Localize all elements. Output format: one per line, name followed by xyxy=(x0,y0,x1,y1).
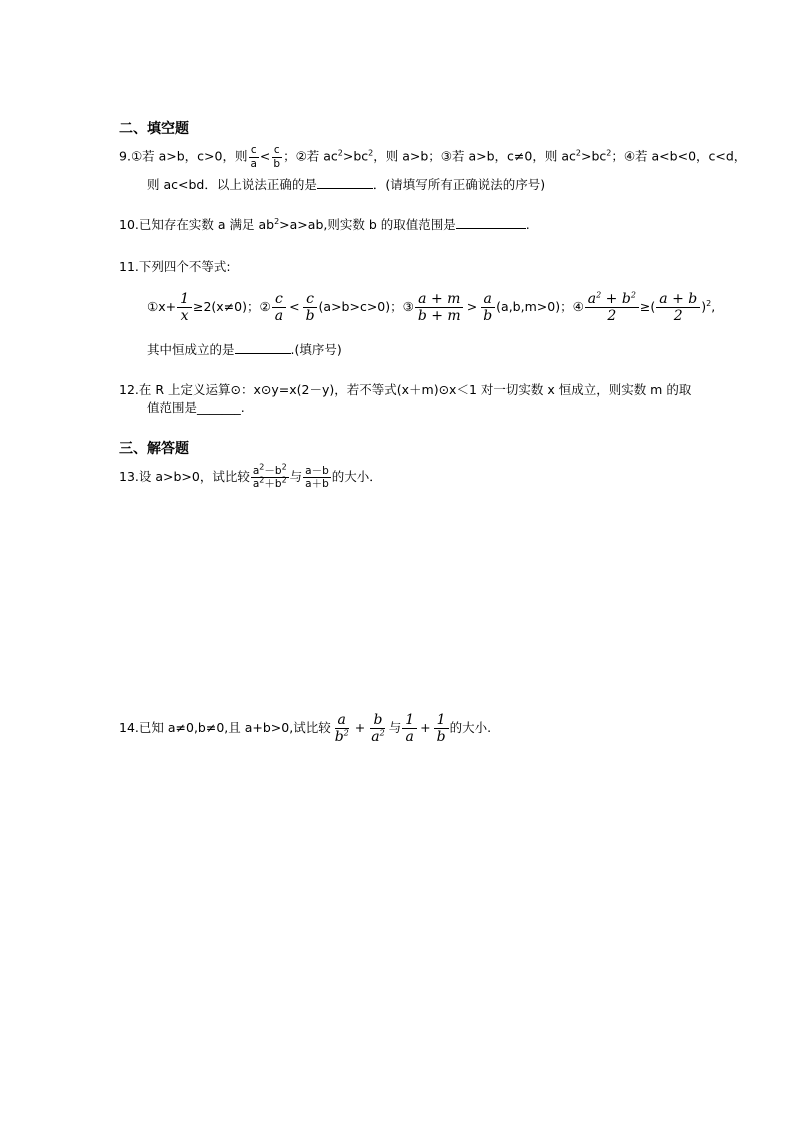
question-number: 13. xyxy=(119,469,139,484)
question-12-line-1: 12.在 R 上定义运算⊙：x⊙y=x(2－y)，若不等式(x＋m)⊙x＜1 对一切实数 x 恒成立，则实数 m 的取 xyxy=(119,382,692,397)
question-13: 13.设 a>b>0，试比较 $\frac{a^2-b^2}{a^2+b^2}$ 与 $\frac{a-b}{a+b}$ 的大小． xyxy=(119,462,382,490)
fraction-1-over-a: $\frac{1}{a}$ xyxy=(402,713,417,744)
answer-blank-10[interactable] xyxy=(456,216,526,229)
fraction-c-over-a: $\frac{c}{a}$ xyxy=(272,292,286,323)
section-heading-fill-blank: 二、填空题 xyxy=(119,121,189,137)
fraction-1-over-b: $\frac{1}{b}$ xyxy=(434,713,449,744)
fraction-c-over-b: $\frac{c}{b}$ xyxy=(273,144,281,170)
question-number: 10. xyxy=(119,217,139,232)
question-10: 10.已知存在实数 a 满足 $ab^2>a>ab$,则实数 b 的取值范围是 . xyxy=(119,216,530,232)
question-12-line-2: 值范围是_______. xyxy=(147,400,245,415)
answer-blank-9[interactable] xyxy=(317,176,373,189)
answer-blank-11[interactable] xyxy=(235,341,291,354)
fraction-a-plus-m-over-b-plus-m: $\frac{a + m}{b + m}$ xyxy=(415,292,464,323)
fraction-1-over-x: $\frac{1}{x}$ xyxy=(177,292,192,323)
question-number: 9. xyxy=(119,148,131,164)
fraction-difference-of-squares: $\frac{a^2-b^2}{a^2+b^2}$ xyxy=(252,462,287,490)
question-11-inequalities: ①x+ $\frac{1}{x}$ ≥2(x≠0)；② $\frac{c}{a}$ < $\frac{c}{b}$ (a>b>c>0)；③ $\frac{a + m}{b + m}$ > $\frac{a}{b}$ (a,b,m>0)；④ $\frac{a^2 + b^2}{2}$ ≥( $\frac{a + b}{2}$ )$^2$, xyxy=(147,290,716,324)
question-9-line-2: 则 ac<bd．以上说法正确的是 ．(请填写所有正确说法的序号) xyxy=(147,177,546,192)
fraction-a-over-b-squared: $\frac{a}{b^2}$ xyxy=(334,712,349,745)
fraction-a-over-b: $\frac{a}{b}$ xyxy=(480,292,495,323)
fraction-c-over-a: $\frac{c}{a}$ xyxy=(250,144,257,170)
question-number: 14. xyxy=(119,720,139,735)
question-11-line-3: 其中恒成立的是 .(填序号) xyxy=(147,342,342,357)
fraction-b-over-a-squared: $\frac{b}{a^2}$ xyxy=(371,712,385,745)
fraction-a-minus-b-over-a-plus-b: $\frac{a-b}{a+b}$ xyxy=(305,464,329,490)
fraction-a-plus-b-over-2: $\frac{a + b}{2}$ xyxy=(656,292,700,323)
section-heading-solutions: 三、解答题 xyxy=(119,441,189,457)
question-number: 12. xyxy=(119,382,139,397)
question-9-line-1: 9.①若 a>b，c>0，则 $\frac{c}{a}$ < $\frac{c}{b}$ ；②若 $ac^2>bc^2$，则 a>b；③若 a>b，c≠0，则 $ac^2>bc^2$；④若 a<b<0，c<d， xyxy=(119,144,747,170)
fraction-sum-of-squares-over-2: $\frac{a^2 + b^2}{2}$ xyxy=(585,292,639,323)
question-number: 11. xyxy=(119,259,139,274)
question-11-intro: 11.下列四个不等式: xyxy=(119,259,231,274)
fraction-c-over-b: $\frac{c}{b}$ xyxy=(303,292,318,323)
question-14: 14.已知 a≠0,b≠0,且 a+b>0,试比较 $\frac{a}{b^2}$ + $\frac{b}{a^2}$ 与 $\frac{1}{a}$ + $\frac{1}{b}$ 的大小. xyxy=(119,712,492,745)
